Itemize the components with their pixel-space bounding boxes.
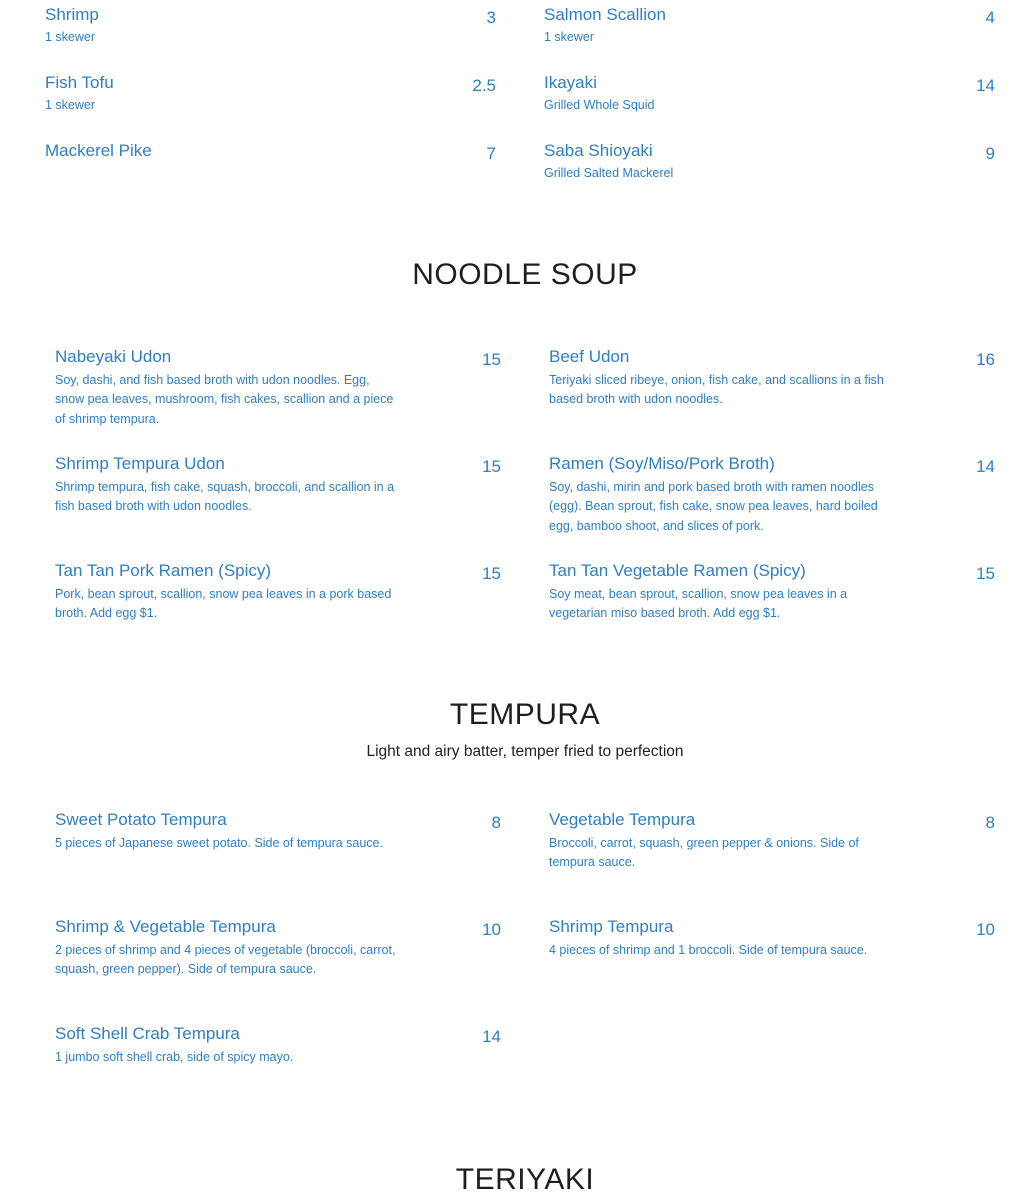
menu-item-description: Soy, dashi, and fish based broth with udon noodles. Egg, snow pea leaves, mushroom, fish cakes, scallion and a piece of shrimp tempura. — [55, 373, 394, 426]
menu-item — [55, 453, 501, 560]
menu-item-name: Tan Tan Pork Ramen (Spicy) — [55, 561, 272, 580]
section-title-teriyaki: TERIYAKI — [455, 1163, 595, 1196]
menu-item-name: Shrimp & Vegetable Tempura — [55, 917, 276, 936]
menu-item-description: 4 pieces of shrimp and 1 broccoli. Side of tempura sauce. — [549, 943, 868, 957]
menu-item-name: Sweet Potato Tempura — [55, 810, 227, 829]
menu-item-description: 1 skewer — [544, 30, 595, 44]
menu-item — [55, 346, 501, 453]
menu-item — [55, 916, 501, 1023]
menu-item-name: Beef Udon — [549, 347, 630, 366]
menu-item-description: Pork, bean sprout, scallion, snow pea leaves in a pork based broth. Add egg $1. — [55, 587, 392, 621]
menu-item-description: Soy meat, bean sprout, scallion, snow pea leaves in a vegetarian miso based broth. Add egg $1. — [549, 587, 848, 621]
menu-item-description: 1 jumbo soft shell crab, side of spicy mayo. — [55, 1050, 294, 1064]
menu-item-price: 4 — [985, 8, 995, 27]
menu-item-name: Fish Tofu — [45, 73, 114, 92]
section-title-noodle-soup: NOODLE SOUP — [412, 258, 638, 291]
menu-item-price: 14 — [482, 1027, 501, 1046]
menu-item-price: 10 — [976, 920, 995, 939]
menu-item-name: Shrimp Tempura — [549, 917, 674, 936]
menu-item-description: 1 skewer — [45, 98, 96, 112]
menu-item — [549, 453, 995, 560]
menu-item-name: Saba Shioyaki — [544, 141, 653, 160]
menu-item-price: 15 — [976, 564, 995, 583]
menu-item-description: 5 pieces of Japanese sweet potato. Side of tempura sauce. — [55, 836, 383, 850]
menu-item — [55, 560, 501, 667]
menu-item-description: Soy, dashi, mirin and pork based broth with ramen noodles (egg). Bean sprout, fish cake, snow pea leaves, hard boiled egg, bamboo shoot, and slices of pork. — [549, 480, 878, 533]
menu-item-description: Grilled Salted Mackerel — [544, 166, 674, 180]
menu-item-description: Grilled Whole Squid — [544, 98, 655, 112]
menu-item-name: Vegetable Tempura — [549, 810, 696, 829]
menu-item — [549, 346, 995, 453]
section-title-tempura: TEMPURA — [449, 698, 601, 731]
menu-item-price: 15 — [482, 350, 501, 369]
menu-item-name: Ramen (Soy/Miso/Pork Broth) — [549, 454, 775, 473]
menu-item — [544, 72, 995, 129]
menu-item-price: 9 — [985, 144, 995, 163]
menu-item — [549, 560, 995, 667]
menu-item-price: 8 — [491, 813, 501, 832]
menu-item-description: 2 pieces of shrimp and 4 pieces of vegetable (broccoli, carrot, squash, green pepper). Side of tempura sauce. — [55, 943, 396, 977]
menu-item-description: Teriyaki sliced ribeye, onion, fish cake, and scallions in a fish based broth with udon noodles. — [549, 373, 884, 407]
menu-section-skewers — [45, 4, 995, 197]
menu-item-price: 2.5 — [472, 76, 496, 95]
menu-item-description: Shrimp tempura, fish cake, squash, broccoli, and scallion in a fish based broth with udon noodles. — [55, 480, 395, 514]
menu-item-name: Ikayaki — [544, 73, 597, 92]
menu-item — [45, 4, 496, 61]
menu-item — [45, 140, 496, 197]
section-subtitle-tempura: Light and airy batter, temper fried to perfection — [366, 743, 684, 760]
menu-item — [549, 916, 995, 1023]
menu-item-description: Broccoli, carrot, squash, green pepper & onions. Side of tempura sauce. — [549, 836, 859, 870]
menu-item — [544, 4, 995, 61]
menu-item-name: Mackerel Pike — [45, 141, 152, 160]
menu-item-price: 15 — [482, 564, 501, 583]
menu-item-price: 16 — [976, 350, 995, 369]
menu-item-price: 8 — [985, 813, 995, 832]
menu-item-price: 15 — [482, 457, 501, 476]
menu-item-name: Shrimp Tempura Udon — [55, 454, 225, 473]
menu-item — [45, 72, 496, 129]
menu-item-name: Nabeyaki Udon — [55, 347, 172, 366]
menu-item — [55, 809, 501, 916]
menu-item-price: 10 — [482, 920, 501, 939]
menu-item-price: 3 — [486, 8, 496, 27]
menu-item — [549, 809, 995, 916]
menu-item-price: 7 — [486, 144, 496, 163]
menu-item — [544, 140, 995, 197]
menu-item-name: Salmon Scallion — [544, 5, 666, 24]
menu-section-noodle-soup — [55, 346, 995, 667]
menu-section-tempura — [55, 809, 995, 1130]
menu-item-price: 14 — [976, 457, 995, 476]
menu-item-name: Soft Shell Crab Tempura — [55, 1024, 240, 1043]
menu-item-price: 14 — [976, 76, 995, 95]
menu-item-description: 1 skewer — [45, 30, 96, 44]
menu-item-name: Tan Tan Vegetable Ramen (Spicy) — [549, 561, 806, 580]
menu-item — [55, 1023, 501, 1130]
menu-item-name: Shrimp — [45, 5, 99, 24]
